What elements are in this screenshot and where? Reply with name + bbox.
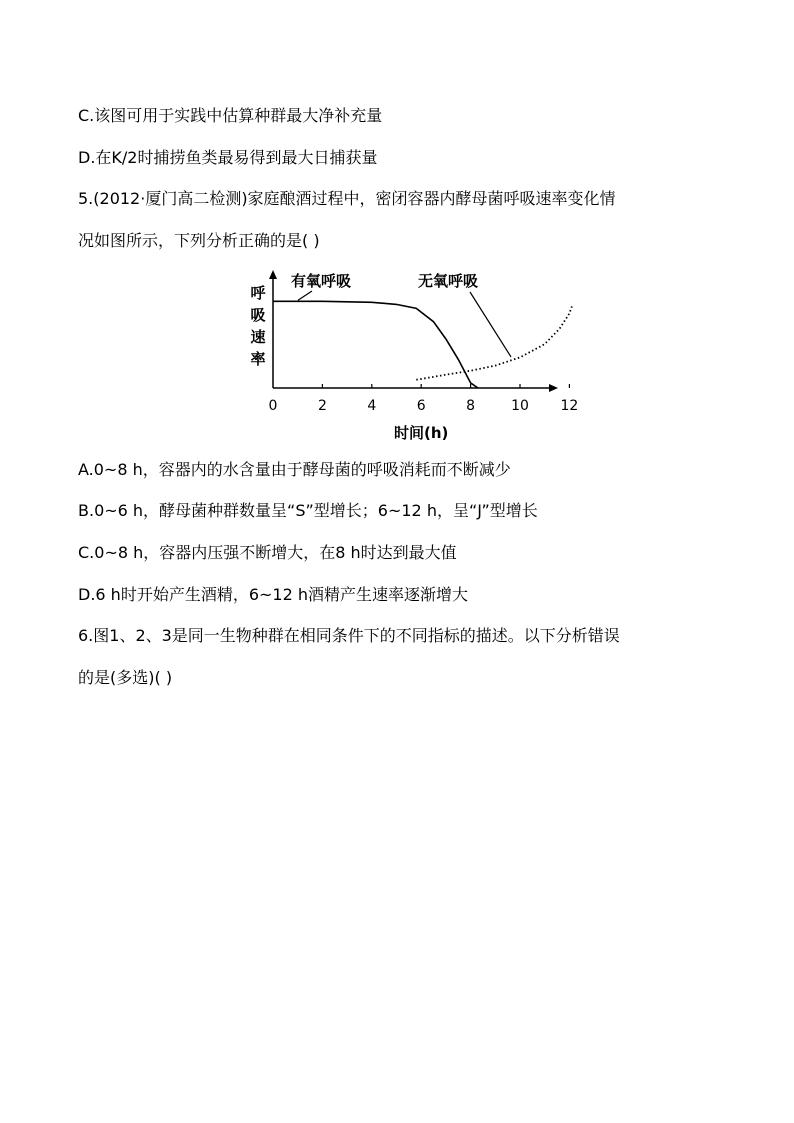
x-tick-label-2: 2 bbox=[317, 398, 327, 414]
series-label-aerobic: 有氧呼吸 bbox=[291, 272, 352, 290]
series-label-anaerobic: 无氧呼吸 bbox=[418, 272, 479, 290]
option-b-q5: B.0~6 h，酵母菌种群数量呈“S”型增长；6~12 h，呈“J”型增长 bbox=[78, 501, 538, 520]
y-axis-label-char-0: 呼 bbox=[250, 284, 266, 302]
x-tick-label-0: 0 bbox=[268, 398, 278, 414]
x-tick-label-6: 6 bbox=[416, 398, 426, 414]
y-axis-label-char-3: 率 bbox=[250, 350, 266, 368]
x-tick-label-4: 4 bbox=[367, 398, 377, 414]
option-c-q4: C.该图可用于实践中估算种群最大净补充量 bbox=[78, 106, 383, 125]
series-anaerobic-line bbox=[416, 306, 572, 379]
option-d-q4: D.在K/2时捕捞鱼类最易得到最大日捕获量 bbox=[78, 148, 378, 167]
series-aerobic-line bbox=[273, 301, 478, 388]
y-axis-arrow bbox=[269, 270, 277, 279]
y-axis-label-char-1: 吸 bbox=[250, 306, 266, 324]
x-tick-label-10: 10 bbox=[511, 398, 529, 414]
leader-line-anaerobic bbox=[470, 292, 511, 357]
x-tick-label-12: 12 bbox=[560, 398, 579, 414]
option-d-q5: D.6 h时开始产生酒精，6~12 h酒精产生速率逐渐增大 bbox=[78, 585, 468, 604]
question-6-line-2: 的是(多选)( ) bbox=[78, 668, 173, 687]
option-a-q5: A.0~8 h，容器内的水含量由于酵母菌的呼吸消耗而不断减少 bbox=[78, 460, 511, 479]
x-tick-label-8: 8 bbox=[466, 398, 476, 414]
x-axis-arrow bbox=[549, 384, 558, 392]
respiration-rate-chart bbox=[240, 262, 579, 447]
question-5-line-1: 5.(2012·厦门高二检测)家庭酿酒过程中，密闭容器内酵母菌呼吸速率变化情 bbox=[78, 189, 616, 208]
leader-line-aerobic bbox=[298, 291, 312, 300]
question-6-line-1: 6.图1、2、3是同一生物种群在相同条件下的不同指标的描述。以下分析错误 bbox=[78, 626, 620, 645]
option-c-q5: C.0~8 h，容器内压强不断增大，在8 h时达到最大值 bbox=[78, 543, 457, 562]
y-axis-label-char-2: 速 bbox=[250, 328, 266, 346]
question-5-line-2: 况如图所示，下列分析正确的是( ) bbox=[78, 231, 320, 250]
x-axis-label: 时间(h) bbox=[394, 424, 449, 442]
